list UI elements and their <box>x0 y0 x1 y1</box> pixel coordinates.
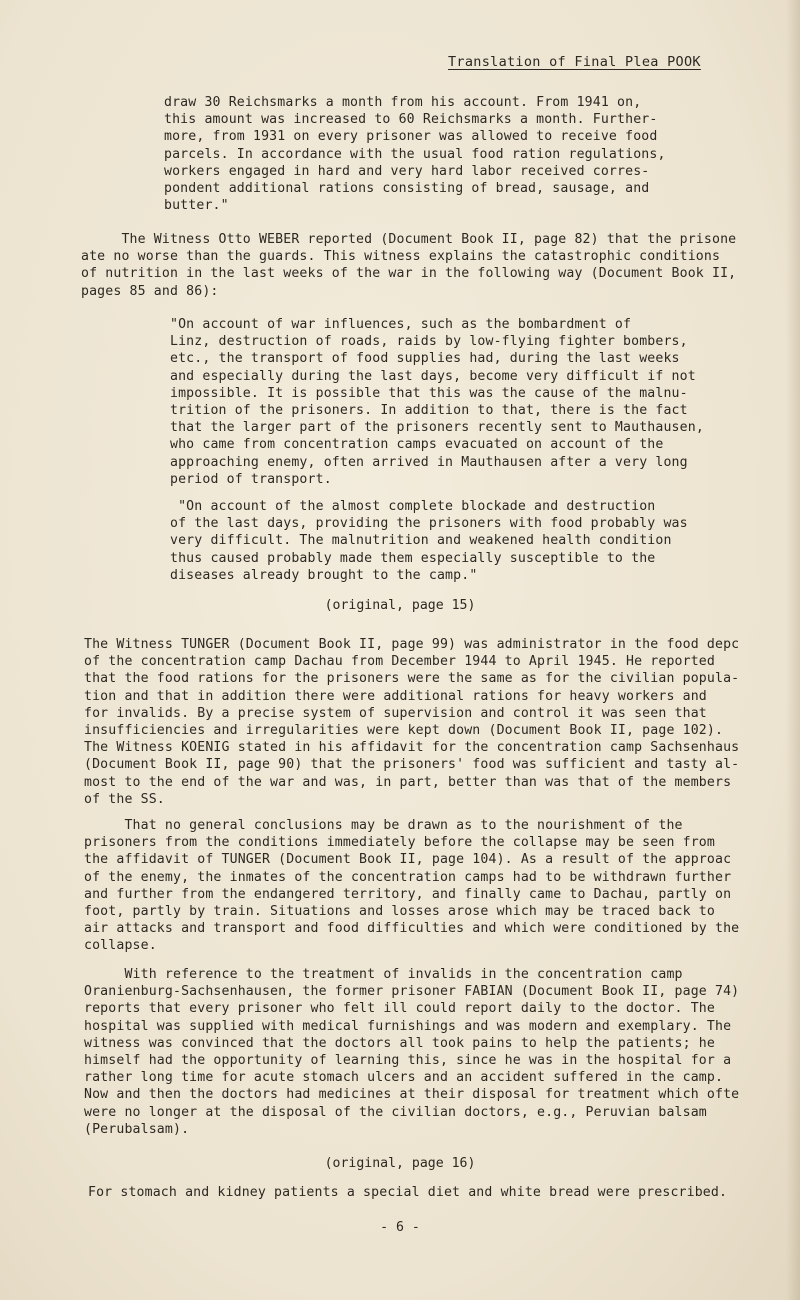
original-page-15-marker: (original, page 15) <box>324 598 476 613</box>
text-line: Linz, destruction of roads, raids by low-flying fighter bombers, <box>170 334 688 350</box>
text-line: tion and that in addition there were additional rations for heavy workers and <box>84 688 707 704</box>
paragraph-invalids <box>84 966 739 1138</box>
text-line: the affidavit of TUNGER (Document Book II, page 104). As a result of the approac <box>84 852 732 868</box>
text-line: of the concentration camp Dachau from December 1944 to April 1945. He reported <box>84 654 715 670</box>
text-line: "On account of war influences, such as the bombardment of <box>170 317 632 332</box>
paragraph-weber <box>81 231 736 300</box>
quote-blockade <box>170 498 688 584</box>
text-line: himself had the opportunity of learning this, since he was in the hospital for a <box>84 1052 732 1068</box>
text-line: trition of the prisoners. In addition to that, there is the fact <box>170 402 688 418</box>
text-line: rather long time for acute stomach ulcers and an accident suffered in the camp. <box>84 1070 724 1086</box>
text-line: that the larger part of the prisoners recently sent to Mauthausen, <box>170 420 704 436</box>
text-line: pages 85 and 86): <box>81 283 219 299</box>
page-edge-shadow <box>786 0 800 1300</box>
text-line: approaching enemy, often arrived in Mauthausen after a very long <box>170 454 688 470</box>
text-line: prisoners from the conditions immediately before the collapse may be seen from <box>84 835 715 851</box>
text-line: workers engaged in hard and very hard labor received corres- <box>164 163 650 179</box>
text-line: thus caused probably made them especially susceptible to the <box>170 550 656 566</box>
text-line: of the last days, providing the prisoners with food probably was <box>170 516 688 532</box>
text-line: draw 30 Reichsmarks a month from his account. From 1941 on, <box>164 95 642 110</box>
text-line: of nutrition in the last weeks of the war in the following way (Document Book II, <box>81 266 737 282</box>
text-line: (Perubalsam). <box>84 1121 190 1137</box>
text-line: more, from 1931 on every prisoner was allowed to receive food <box>164 129 658 145</box>
text-line: The Witness Otto WEBER reported (Document Book II, page 82) that the prisone <box>81 232 737 247</box>
text-line: (Document Book II, page 90) that the prisoners' food was sufficient and tasty al- <box>84 757 740 773</box>
text-line: With reference to the treatment of invalids in the concentration camp <box>84 967 683 982</box>
text-line: "On account of the almost complete blockade and destruction <box>170 499 656 514</box>
text-line: most to the end of the war and was, in part, better than was that of the members <box>84 774 732 790</box>
text-line: collapse. <box>84 938 157 954</box>
text-line: insufficiencies and irregularities were kept down (Document Book II, page 102). <box>84 722 724 738</box>
text-line: were no longer at the disposal of the civilian doctors, e.g., Peruvian balsam <box>84 1104 707 1120</box>
page-header: Translation of Final Plea POOK <box>448 54 701 70</box>
text-line: Oranienburg-Sachsenhausen, the former prisoner FABIAN (Document Book II, page 74) <box>84 984 740 1000</box>
text-line: impossible. It is possible that this was the cause of the malnu- <box>170 385 688 401</box>
text-line: hospital was supplied with medical furnishings and was modern and exemplary. The <box>84 1018 732 1034</box>
text-line: ate no worse than the guards. This witness explains the catastrophic conditions <box>81 249 721 265</box>
text-line: The Witness KOENIG stated in his affidavit for the concentration camp Sachsenhaus <box>84 740 740 756</box>
page-number: - 6 - <box>380 1220 420 1235</box>
text-line: this amount was increased to 60 Reichsmarks a month. Further- <box>164 112 658 128</box>
text-line: witness was convinced that the doctors all took pains to help the patients; he <box>84 1035 715 1051</box>
text-line: parcels. In accordance with the usual food ration regulations, <box>164 146 666 162</box>
text-line: foot, partly by train. Situations and losses arose which may be traced back to <box>84 903 715 919</box>
text-line: reports that every prisoner who felt ill could report daily to the doctor. The <box>84 1001 715 1017</box>
original-page-16-marker: (original, page 16) <box>324 1156 476 1171</box>
text-line: For stomach and kidney patients a special diet and white bread were prescribed. <box>88 1185 728 1200</box>
text-line: air attacks and transport and food difficulties and which were conditioned by the <box>84 921 740 937</box>
text-line: The Witness TUNGER (Document Book II, page 99) was administrator in the food depc <box>84 637 740 652</box>
text-line: etc., the transport of food supplies had, during the last weeks <box>170 351 680 367</box>
text-line: of the enemy, the inmates of the concentration camps had to be withdrawn further <box>84 869 732 885</box>
text-line: for invalids. By a precise system of supervision and control it was seen that <box>84 705 707 721</box>
quote-continuation <box>164 94 666 214</box>
text-line: very difficult. The malnutrition and weakened health condition <box>170 533 672 549</box>
text-line: that the food rations for the prisoners were the same as for the civilian popula- <box>84 671 740 687</box>
text-line: pondent additional rations consisting of bread, sausage, and <box>164 180 650 196</box>
text-line: who came from concentration camps evacuated on account of the <box>170 437 664 453</box>
paragraph-diet <box>88 1184 727 1201</box>
text-line: diseases already brought to the camp." <box>170 567 478 583</box>
text-line: That no general conclusions may be drawn as to the nourishment of the <box>84 818 683 833</box>
text-line: of the SS. <box>84 791 165 807</box>
text-line: and further from the endangered territory, and finally came to Dachau, partly on <box>84 886 732 902</box>
text-line: butter." <box>164 198 229 214</box>
paragraph-tunger <box>84 636 739 808</box>
text-line: Now and then the doctors had medicines at their disposal for treatment which ofte <box>84 1087 740 1103</box>
paragraph-conclusions <box>84 817 739 955</box>
text-line: and especially during the last days, become very difficult if not <box>170 368 696 384</box>
quote-linz <box>170 316 704 488</box>
text-line: period of transport. <box>170 471 332 487</box>
